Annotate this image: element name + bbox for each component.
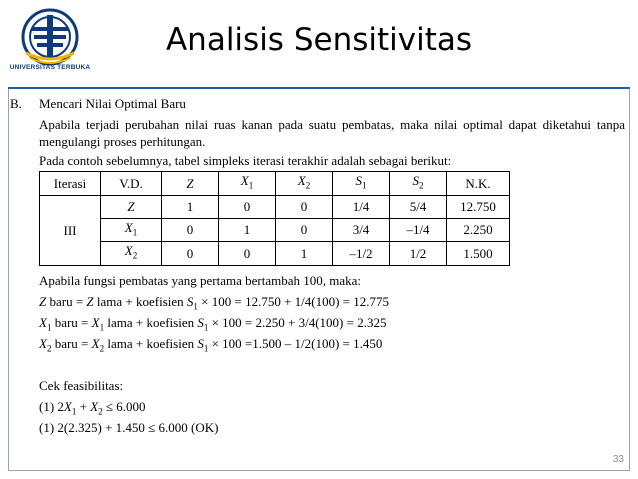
section-heading bbox=[10, 95, 625, 112]
table-cell: 0 bbox=[219, 242, 276, 266]
paragraph-2: Pada contoh sebelumnya, tabel simpleks iterasi terakhir adalah sebagai berikut: bbox=[39, 153, 452, 168]
col-header: $X_2$ bbox=[276, 172, 333, 196]
table-cell: 1/4 bbox=[333, 195, 390, 218]
table-cell: 3/4 bbox=[333, 218, 390, 242]
table-cell: 0 bbox=[162, 242, 219, 266]
table-cell: 5/4 bbox=[390, 195, 447, 218]
table-cell: 0 bbox=[162, 218, 219, 242]
calculation-lines bbox=[39, 270, 625, 438]
table-cell: 1 bbox=[219, 218, 276, 242]
calc-z-line: Z baru = Z lama + koefisien $S_1 \times 100 = 12.750 + 1/4(100) = 12.775$ bbox=[39, 293, 390, 312]
col-header: V.D. bbox=[101, 172, 162, 196]
table-cell: 0 bbox=[219, 195, 276, 218]
table-cell: 1.500 bbox=[447, 242, 510, 266]
table-cell: 2.250 bbox=[447, 218, 510, 242]
simplex-table bbox=[39, 171, 510, 266]
table-cell: 0 bbox=[276, 218, 333, 242]
table-cell: 1 bbox=[162, 195, 219, 218]
table-cell: 1/2 bbox=[390, 242, 447, 266]
vd-cell: Z bbox=[101, 195, 162, 218]
calc-intro: Apabila fungsi pembatas yang pertama bertambah 100, maka: bbox=[39, 272, 362, 288]
content bbox=[10, 95, 625, 438]
calc-x2-line: $X_2$ baru = $X_2$ lama + koefisien $S_1 \times 100 =1.500 - 1/2(100) = 1.450$ bbox=[39, 335, 383, 354]
logo-text: UNIVERSITAS TERBUKA bbox=[9, 64, 91, 71]
iteration-cell: III bbox=[40, 195, 101, 265]
vd-cell: $X_2$ bbox=[101, 242, 162, 266]
page-title: Analisis Sensitivitas bbox=[165, 22, 473, 58]
col-header: $S_1$ bbox=[333, 172, 390, 196]
feasibility-heading: Cek feasibilitas: bbox=[39, 377, 124, 393]
section-letter: B. bbox=[10, 96, 22, 111]
calc-x1-line: $X_1$ baru = $X_1$ lama + koefisien $S_1 \times 100 = 2.250 + 3/4(100) = 2.325$ bbox=[39, 314, 387, 333]
table-cell: 12.750 bbox=[447, 195, 510, 218]
feasibility-line-2: (1) 2(2.325) + 1.450 ≤ 6.000 (OK) bbox=[39, 419, 219, 435]
table-header-row bbox=[40, 172, 510, 196]
col-header: Z bbox=[162, 172, 219, 196]
col-header: N.K. bbox=[447, 172, 510, 196]
col-header: $S_2$ bbox=[390, 172, 447, 196]
col-header: $X_1$ bbox=[219, 172, 276, 196]
table-cell: 1 bbox=[276, 242, 333, 266]
table-cell: –1/2 bbox=[333, 242, 390, 266]
feasibility-line-1: (1) $2X_1 + X_2 \le 6.000$ bbox=[39, 398, 146, 417]
table-row bbox=[40, 195, 510, 218]
table-row bbox=[40, 218, 510, 242]
col-header: Iterasi bbox=[40, 172, 101, 196]
table-row bbox=[40, 242, 510, 266]
page-number: 33 bbox=[612, 454, 624, 465]
section-heading-text: Mencari Nilai Optimal Baru bbox=[39, 96, 186, 111]
vd-cell: $X_1$ bbox=[101, 218, 162, 242]
table-cell: –1/4 bbox=[390, 218, 447, 242]
paragraph-1: Apabila terjadi perubahan nilai ruas kanan pada suatu pembatas, maka nilai optimal dapat diketahui tanpa mengulangi proses perhitungan. bbox=[39, 117, 625, 149]
table-cell: 0 bbox=[276, 195, 333, 218]
